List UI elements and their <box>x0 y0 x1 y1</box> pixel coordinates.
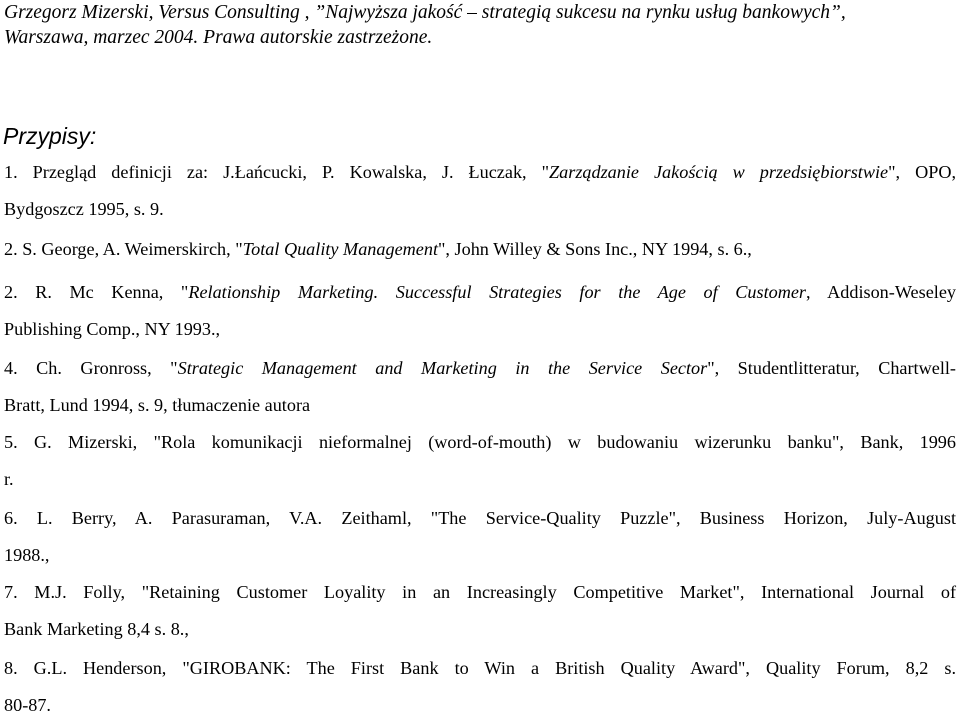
footnote-2 <box>4 231 956 268</box>
footnote-3 <box>4 274 956 348</box>
footnote-6-line-1: 6. L. Berry, A. Parasuraman, V.A. Zeithaml, "The Service-Quality Puzzle", Business Horizon, July-August <box>4 508 956 528</box>
footnote-4-line-1: 4. Ch. Gronross, "Strategic Management and Marketing in the Service Sector", Studentlitteratur, Chartwell- <box>4 358 956 378</box>
footnote-5-line-1: 5. G. Mizerski, "Rola komunikacji nieformalnej (word-of-mouth) w budowaniu wizerunku banku", Bank, 1996 <box>4 432 956 452</box>
footnote-2-title: Total Quality Management <box>242 239 438 259</box>
footnote-3-title: Relationship Marketing. Successful Strategies for the Age of Customer <box>188 282 807 302</box>
footnote-1 <box>4 154 956 228</box>
footnote-7-line-1: 7. M.J. Folly, "Retaining Customer Loyality in an Increasingly Competitive Market", International Journal of <box>4 582 956 602</box>
footnote-8-line-2: 80-87. <box>4 695 51 715</box>
footnote-1-title: Zarządzanie Jakością w przedsiębiorstwie <box>549 162 889 182</box>
footnote-4-title: Strategic Management and Marketing in the Service Sector <box>177 358 708 378</box>
footnote-4 <box>4 350 956 424</box>
footnote-6-line-2: 1988., <box>4 545 50 565</box>
footnote-7 <box>4 574 956 648</box>
header-line-1: Grzegorz Mizerski, Versus Consulting , ”Najwyższa jakość – strategią sukcesu na rynku usług bankowych”, <box>4 2 846 23</box>
footnote-4-line-2: Bratt, Lund 1994, s. 9, tłumaczenie autora <box>4 395 311 415</box>
footnote-5 <box>4 424 956 498</box>
footnote-6 <box>4 500 956 574</box>
footnote-8-line-1: 8. G.L. Henderson, "GIROBANK: The First Bank to Win a British Quality Award", Quality Forum, 8,2 s. <box>4 658 956 678</box>
footnote-2-line-1: 2. S. George, A. Weimerskirch, "Total Quality Management", John Willey & Sons Inc., NY 1994, s. 6., <box>4 239 752 259</box>
footnote-1-line-2: Bydgoszcz 1995, s. 9. <box>4 199 164 219</box>
header-line-2: Warszawa, marzec 2004. Prawa autorskie zastrzeżone. <box>4 27 433 48</box>
document-header <box>4 0 954 50</box>
footnote-7-line-2: Bank Marketing 8,4 s. 8., <box>4 619 189 639</box>
footnote-5-line-2: r. <box>4 469 14 489</box>
footnote-1-line-1: 1. Przegląd definicji za: J.Łańcucki, P. Kowalska, J. Łuczak, "Zarządzanie Jakością w przedsiębiorstwie", OPO, <box>4 162 957 182</box>
footnote-8 <box>4 650 956 724</box>
footnotes-title: Przypisy: <box>3 123 97 149</box>
footnote-3-line-1: 2. R. Mc Kenna, "Relationship Marketing. Successful Strategies for the Age of Customer, Addison-Weseley <box>4 282 956 302</box>
footnote-3-line-2: Publishing Comp., NY 1993., <box>4 319 221 339</box>
